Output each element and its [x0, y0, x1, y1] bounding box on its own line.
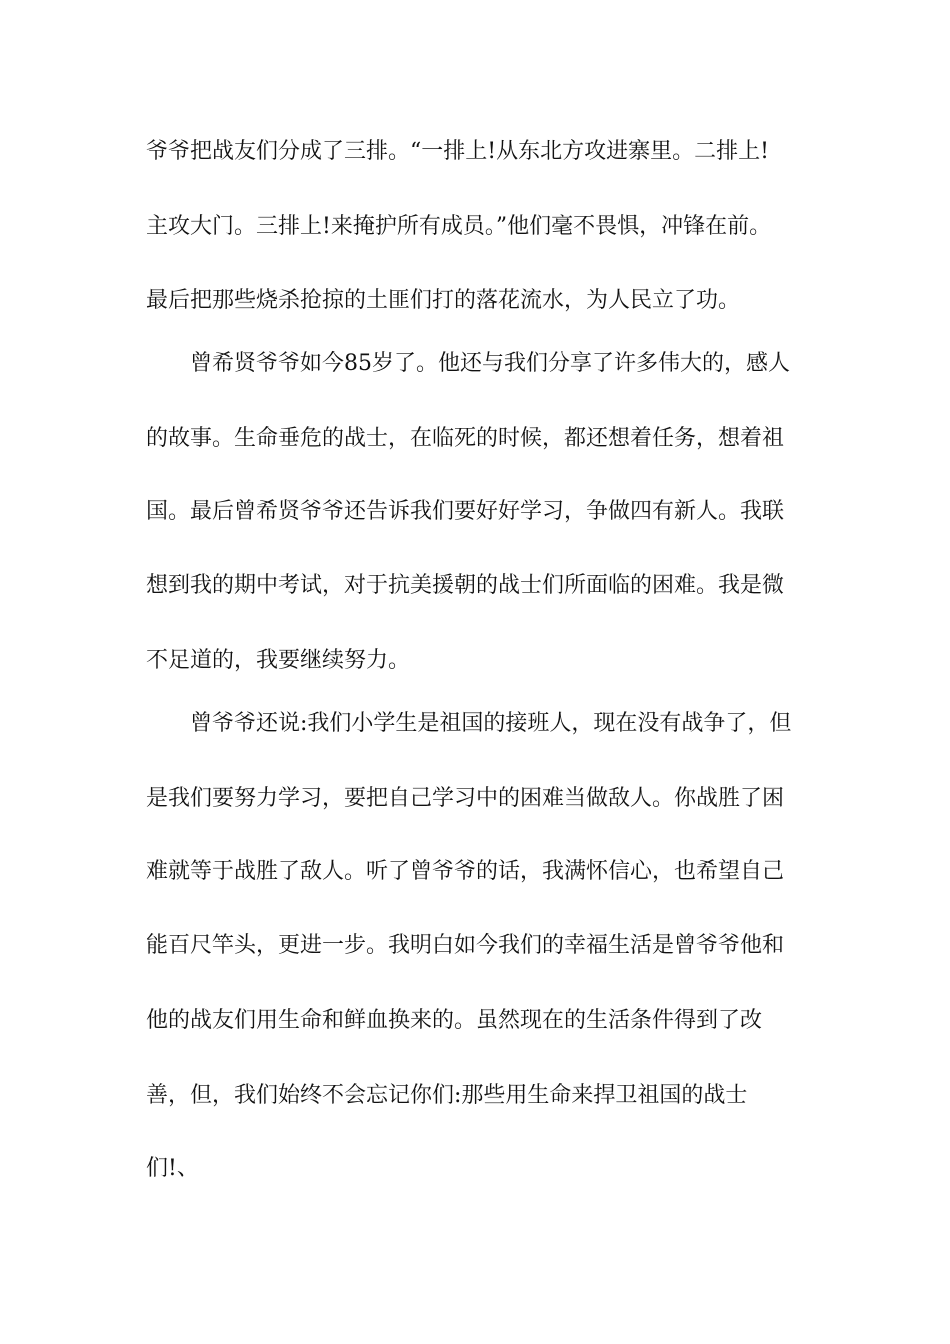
text-line: 善，但，我们始终不会忘记你们:那些用生命来捍卫祖国的战士 [146, 1083, 748, 1108]
text-line: 能百尺竿头，更进一步。我明白如今我们的幸福生活是曾爷爷他和 [146, 933, 785, 958]
text-line: 主攻大门。三排上!来掩护所有成员。”他们毫不畏惧，冲锋在前。 [146, 214, 772, 239]
text-line: 爷爷把战友们分成了三排。“一排上!从东北方攻进寨里。二排上! [146, 139, 769, 164]
text-line: 们!、 [146, 1156, 199, 1181]
text-line: 不足道的，我要继续努力。 [146, 648, 411, 673]
text-line: 曾爷爷还说:我们小学生是祖国的接班人，现在没有战争了，但 [146, 711, 792, 736]
text-line: 曾希贤爷爷如今85岁了。他还与我们分享了许多伟大的，感人 [146, 351, 790, 376]
text-line: 想到我的期中考试，对于抗美援朝的战士们所面临的困难。我是微 [146, 573, 785, 598]
text-line: 难就等于战胜了敌人。听了曾爷爷的话，我满怀信心，也希望自己 [146, 859, 785, 884]
text-line: 国。最后曾希贤爷爷还告诉我们要好好学习，争做四有新人。我联 [146, 499, 785, 524]
text-line: 是我们要努力学习，要把自己学习中的困难当做敌人。你战胜了困 [146, 786, 785, 811]
text-line: 他的战友们用生命和鲜血换来的。虽然现在的生活条件得到了改 [146, 1008, 763, 1033]
text-line: 最后把那些烧杀抢掠的土匪们打的落花流水，为人民立了功。 [146, 288, 741, 313]
text-line: 的故事。生命垂危的战士，在临死的时候，都还想着任务，想着祖 [146, 426, 785, 451]
